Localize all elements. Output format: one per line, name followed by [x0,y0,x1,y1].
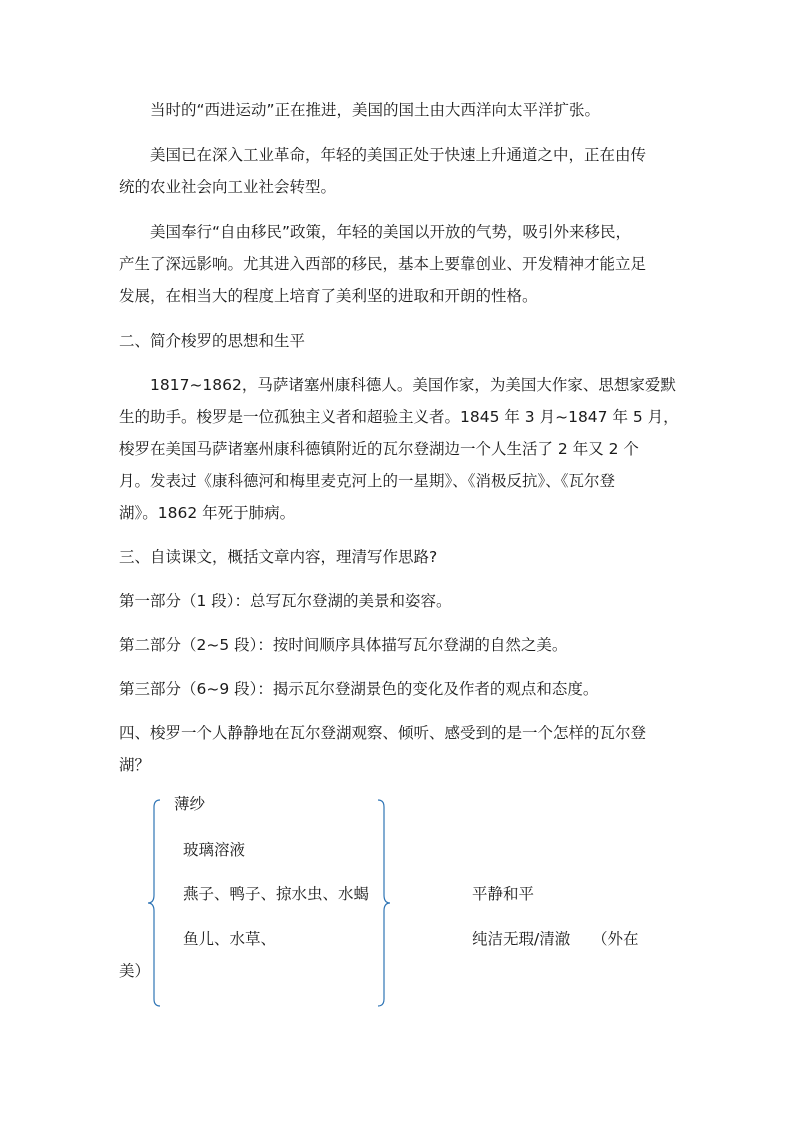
brace-item: 燕子、鸭子、掠水虫、水蝎 [183,885,370,903]
paragraph-line: 产生了深远影响。尤其进入西部的移民，基本上要靠创业、开发精神才能立足 [119,255,647,273]
brace-item: 玻璃溶液 [183,841,246,859]
outline-part-2: 第二部分（2~5 段）：按时间顺序具体描写瓦尔登湖的自然之美。 [119,636,568,654]
paragraph-line: 当时的“西进运动”正在推进，美国的国土由大西洋向太平洋扩张。 [150,101,601,119]
brace-item: 鱼儿、水草、 [183,930,277,948]
paragraph-line: 美国已在深入工业革命，年轻的美国正处于快速上升通道之中，正在由传 [150,146,647,164]
right-brace [376,799,390,1007]
paragraph-line: 美国奉行“自由移民”政策，年轻的美国以开放的气势，吸引外来移民， [150,223,632,241]
result-text: 平静和平 [472,885,535,903]
paragraph-line: 月。发表过《康科德河和梅里麦克河上的一星期》、《消极反抗》、《瓦尔登 [119,472,616,490]
section-heading: 四、梭罗一个人静静地在瓦尔登湖观察、倾听、感受到的是一个怎样的瓦尔登 [119,724,647,742]
section-heading: 三、自读课文，概括文章内容，理清写作思路? [119,548,438,566]
outline-part-1: 第一部分（1 段）：总写瓦尔登湖的美景和姿容。 [119,592,452,610]
section-heading: 二、简介梭罗的思想和生平 [119,332,306,350]
paragraph-line: 发展，在相当大的程度上培育了美利坚的进取和开朗的性格。 [119,287,538,305]
paragraph-line: 梭罗在美国马萨诸塞州康科德镇附近的瓦尔登湖边一个人生活了 2 年又 2 个 [119,440,639,458]
annotation-text: （外在 [592,930,639,948]
paragraph-line: 湖》。1862 年死于肺病。 [119,504,296,522]
annotation-text: 美） [119,962,151,980]
outline-part-3: 第三部分（6~9 段）：揭示瓦尔登湖景色的变化及作者的观点和态度。 [119,680,599,698]
paragraph-line: 生的助手。梭罗是一位孤独主义者和超验主义者。1845 年 3 月~1847 年 5 月， [119,408,679,426]
left-brace [148,799,162,1007]
section-heading-continued: 湖？ [119,756,151,774]
result-text: 纯洁无瑕/清澈 [472,930,571,948]
paragraph-line: 1817~1862，马萨诸塞州康科德人。美国作家，为美国大作家、思想家爱默 [150,376,676,394]
brace-item: 薄纱 [174,795,206,813]
paragraph-line: 统的农业社会向工业社会转型。 [119,178,337,196]
